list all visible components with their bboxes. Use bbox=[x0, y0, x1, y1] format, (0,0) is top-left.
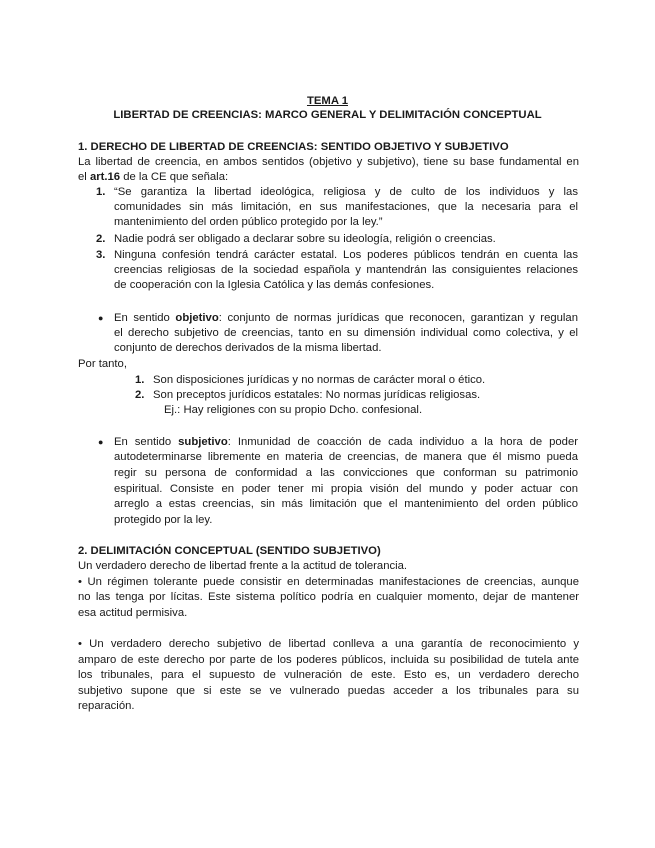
section-1-intro: La libertad de creencia, en ambos sentidos (objetivo y subjetivo), tiene su base fundamental en bbox=[78, 156, 579, 168]
sublist-number: 1. bbox=[135, 374, 145, 386]
tolerance-paragraph-line: • Un régimen tolerante puede consistir en determinadas manifestaciones de creencias, aunque bbox=[78, 576, 579, 588]
tolerance-paragraph-line: no las tenga por lícitas. Este sistema político podría en cualquier momento, dejar de mantener bbox=[78, 591, 579, 603]
sublist-number: 2. bbox=[135, 389, 145, 401]
example-line: Ej.: Hay religiones con su propio Dcho. confesional. bbox=[164, 404, 423, 416]
list-item-3-line: creencias religiosas de la sociedad española y mantendrán las consiguientes relaciones bbox=[114, 264, 578, 276]
intro-text: de la CE que señala: bbox=[120, 171, 229, 183]
subjetivo-term: subjetivo bbox=[178, 436, 228, 448]
subjetivo-line: autodeterminarse libremente en materia de creencias, de manera que él mismo pueda bbox=[114, 451, 578, 463]
section-2-heading: 2. DELIMITACIÓN CONCEPTUAL (SENTIDO SUBJETIVO) bbox=[78, 545, 381, 557]
list-number: 2. bbox=[96, 233, 106, 245]
section-1-intro-art bbox=[78, 170, 228, 184]
list-item-3-line: Ninguna confesión tendrá carácter estatal. Los poderes públicos tendrán en cuenta las bbox=[114, 249, 578, 261]
list-item-1-line: comunidades sin más limitación, en sus manifestaciones, que la necesaria para el bbox=[114, 201, 578, 213]
objetivo-term: objetivo bbox=[175, 312, 219, 324]
subjetivo-line bbox=[114, 435, 578, 449]
subjetivo-pre: En sentido bbox=[114, 436, 179, 448]
intro-text: el bbox=[78, 171, 90, 183]
document-subtitle: LIBERTAD DE CREENCIAS: MARCO GENERAL Y DELIMITACIÓN CONCEPTUAL bbox=[113, 109, 542, 121]
subjetivo-line: espiritual. Consiste en poder tener mi propia visión del mundo y poder actuar con bbox=[114, 483, 578, 495]
right-paragraph-line: los tribunales, para el supuesto de vulneración de este. Esto es, un verdadero derecho bbox=[78, 669, 579, 681]
subjetivo-line: arreglo a estas creencias, sin más limitación que el mantenimiento del orden público bbox=[114, 498, 578, 510]
objetivo-rest: : conjunto de normas jurídicas que reconocen, garantizan y regulan bbox=[218, 312, 578, 324]
right-paragraph-line: • Un verdadero derecho subjetivo de libertad conlleva a una garantía de reconocimiento y bbox=[78, 638, 579, 650]
subjetivo-line: regir su persona de conformidad a las convicciones que conforman su patrimonio bbox=[114, 467, 578, 479]
document-title: TEMA 1 bbox=[306, 95, 348, 107]
objetivo-pre: En sentido bbox=[114, 312, 176, 324]
article-reference: art.16 bbox=[89, 171, 121, 183]
list-item-3-line: de cooperación con la Iglesia Católica y las demás confesiones. bbox=[114, 279, 435, 291]
section-1-heading: 1. DERECHO DE LIBERTAD DE CREENCIAS: SENTIDO OBJETIVO Y SUBJETIVO bbox=[78, 141, 509, 153]
right-paragraph-line: subjetivo supone que si este se ve vulnerado puedas acceder a los tribunales para su bbox=[78, 685, 579, 697]
objetivo-line: conjunto de derechos derivados de la misma libertad. bbox=[114, 342, 382, 354]
sublist-item: Son disposiciones jurídicas y no normas de carácter moral o ético. bbox=[153, 374, 486, 386]
bullet-dot: ● bbox=[98, 437, 104, 447]
list-item-2-line: Nadie podrá ser obligado a declarar sobre su ideología, religión o creencias. bbox=[114, 233, 496, 245]
objetivo-line bbox=[114, 311, 578, 325]
right-paragraph-line: reparación. bbox=[78, 700, 135, 712]
list-item-1-line: “Se garantiza la libertad ideológica, religiosa y de culto de los individuos y las bbox=[114, 186, 578, 198]
subjetivo-rest: : Inmunidad de coacción de cada individuo a la hora de poder bbox=[227, 436, 578, 448]
right-paragraph-line: amparo de este derecho por parte de los poderes públicos, incluida su posibilidad de tutela ante bbox=[78, 654, 579, 666]
list-number: 3. bbox=[96, 249, 106, 261]
tolerance-paragraph-line: esa actitud permisiva. bbox=[78, 607, 188, 619]
section-2-intro: Un verdadero derecho de libertad frente a la actitud de tolerancia. bbox=[78, 560, 408, 572]
list-number: 1. bbox=[96, 186, 106, 198]
list-item-1-line: mantenimiento del orden público protegido por la ley.” bbox=[114, 216, 383, 228]
bullet-dot: ● bbox=[98, 313, 104, 323]
subjetivo-line: protegido por la ley. bbox=[114, 514, 213, 526]
por-tanto: Por tanto, bbox=[78, 358, 127, 370]
sublist-item: Son preceptos jurídicos estatales: No normas jurídicas religiosas. bbox=[153, 389, 481, 401]
objetivo-line: el derecho subjetivo de creencias, tanto en su dimensión individual como colectiva, y el bbox=[114, 327, 578, 339]
